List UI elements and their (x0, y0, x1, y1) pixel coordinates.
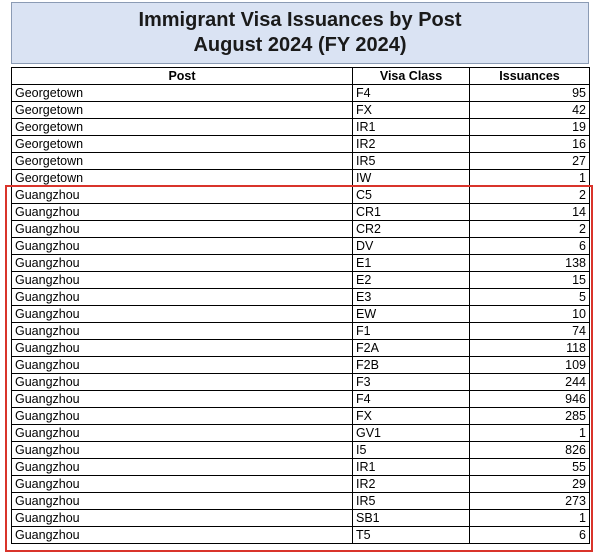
cell-issuances: 14 (470, 204, 590, 221)
table-row (12, 289, 590, 306)
cell-issuances: 1 (470, 510, 590, 527)
table-row (12, 340, 590, 357)
header-issuances: Issuances (470, 68, 590, 85)
table-row (12, 459, 590, 476)
cell-issuances: 244 (470, 374, 590, 391)
cell-visa-class: T5 (353, 527, 470, 544)
cell-visa-class: IR5 (353, 153, 470, 170)
cell-issuances: 285 (470, 408, 590, 425)
cell-post: Guangzhou (12, 527, 353, 544)
table-row (12, 255, 590, 272)
cell-post: Georgetown (12, 119, 353, 136)
cell-post: Guangzhou (12, 476, 353, 493)
cell-visa-class: DV (353, 238, 470, 255)
table-row (12, 476, 590, 493)
table-row (12, 170, 590, 187)
table-row (12, 102, 590, 119)
table-body (12, 85, 590, 544)
table-row (12, 493, 590, 510)
cell-visa-class: GV1 (353, 425, 470, 442)
header-visa-class: Visa Class (353, 68, 470, 85)
table-row (12, 408, 590, 425)
cell-post: Guangzhou (12, 238, 353, 255)
cell-issuances: 74 (470, 323, 590, 340)
cell-visa-class: EW (353, 306, 470, 323)
cell-post: Georgetown (12, 136, 353, 153)
cell-issuances: 2 (470, 221, 590, 238)
table-row (12, 527, 590, 544)
cell-issuances: 15 (470, 272, 590, 289)
cell-visa-class: F3 (353, 374, 470, 391)
cell-post: Guangzhou (12, 323, 353, 340)
cell-visa-class: IR2 (353, 476, 470, 493)
cell-post: Guangzhou (12, 442, 353, 459)
cell-issuances: 118 (470, 340, 590, 357)
table-row (12, 323, 590, 340)
cell-visa-class: C5 (353, 187, 470, 204)
cell-issuances: 946 (470, 391, 590, 408)
report-title-box (11, 2, 589, 64)
table-row (12, 272, 590, 289)
cell-post: Guangzhou (12, 493, 353, 510)
cell-post: Guangzhou (12, 340, 353, 357)
cell-post: Guangzhou (12, 459, 353, 476)
cell-post: Georgetown (12, 102, 353, 119)
cell-issuances: 2 (470, 187, 590, 204)
cell-issuances: 95 (470, 85, 590, 102)
table-row (12, 153, 590, 170)
header-post: Post (12, 68, 353, 85)
cell-post: Georgetown (12, 153, 353, 170)
cell-issuances: 5 (470, 289, 590, 306)
table-row (12, 425, 590, 442)
cell-visa-class: F4 (353, 391, 470, 408)
cell-issuances: 826 (470, 442, 590, 459)
cell-issuances: 29 (470, 476, 590, 493)
cell-visa-class: FX (353, 102, 470, 119)
table-row (12, 187, 590, 204)
cell-visa-class: SB1 (353, 510, 470, 527)
cell-post: Guangzhou (12, 272, 353, 289)
cell-post: Guangzhou (12, 306, 353, 323)
cell-post: Guangzhou (12, 289, 353, 306)
cell-visa-class: FX (353, 408, 470, 425)
table-row (12, 510, 590, 527)
cell-visa-class: IR1 (353, 459, 470, 476)
table-row (12, 374, 590, 391)
cell-issuances: 1 (470, 425, 590, 442)
cell-visa-class: IW (353, 170, 470, 187)
cell-visa-class: CR2 (353, 221, 470, 238)
cell-visa-class: E2 (353, 272, 470, 289)
cell-issuances: 109 (470, 357, 590, 374)
table-row (12, 391, 590, 408)
cell-issuances: 6 (470, 527, 590, 544)
cell-visa-class: F2A (353, 340, 470, 357)
report-title: Immigrant Visa Issuances by Post (138, 9, 462, 31)
cell-visa-class: IR2 (353, 136, 470, 153)
cell-visa-class: E3 (353, 289, 470, 306)
issuances-table (11, 67, 590, 544)
cell-post: Guangzhou (12, 204, 353, 221)
table-header-row (12, 68, 590, 85)
table-row (12, 221, 590, 238)
cell-post: Georgetown (12, 170, 353, 187)
cell-post: Guangzhou (12, 255, 353, 272)
cell-visa-class: IR1 (353, 119, 470, 136)
cell-issuances: 273 (470, 493, 590, 510)
cell-post: Guangzhou (12, 187, 353, 204)
cell-issuances: 10 (470, 306, 590, 323)
table-row (12, 442, 590, 459)
cell-visa-class: I5 (353, 442, 470, 459)
cell-visa-class: E1 (353, 255, 470, 272)
cell-visa-class: IR5 (353, 493, 470, 510)
table-row (12, 306, 590, 323)
cell-post: Guangzhou (12, 425, 353, 442)
table-row (12, 119, 590, 136)
table-row (12, 136, 590, 153)
table-row (12, 238, 590, 255)
cell-visa-class: F4 (353, 85, 470, 102)
cell-issuances: 42 (470, 102, 590, 119)
cell-post: Georgetown (12, 85, 353, 102)
cell-issuances: 55 (470, 459, 590, 476)
cell-post: Guangzhou (12, 357, 353, 374)
cell-post: Guangzhou (12, 391, 353, 408)
table-row (12, 85, 590, 102)
cell-issuances: 16 (470, 136, 590, 153)
cell-post: Guangzhou (12, 408, 353, 425)
cell-visa-class: CR1 (353, 204, 470, 221)
cell-issuances: 1 (470, 170, 590, 187)
cell-post: Guangzhou (12, 221, 353, 238)
table-row (12, 204, 590, 221)
cell-issuances: 6 (470, 238, 590, 255)
cell-issuances: 27 (470, 153, 590, 170)
report-subtitle: August 2024 (FY 2024) (193, 34, 407, 56)
cell-post: Guangzhou (12, 510, 353, 527)
cell-issuances: 138 (470, 255, 590, 272)
cell-visa-class: F1 (353, 323, 470, 340)
cell-post: Guangzhou (12, 374, 353, 391)
table-row (12, 357, 590, 374)
cell-visa-class: F2B (353, 357, 470, 374)
cell-issuances: 19 (470, 119, 590, 136)
